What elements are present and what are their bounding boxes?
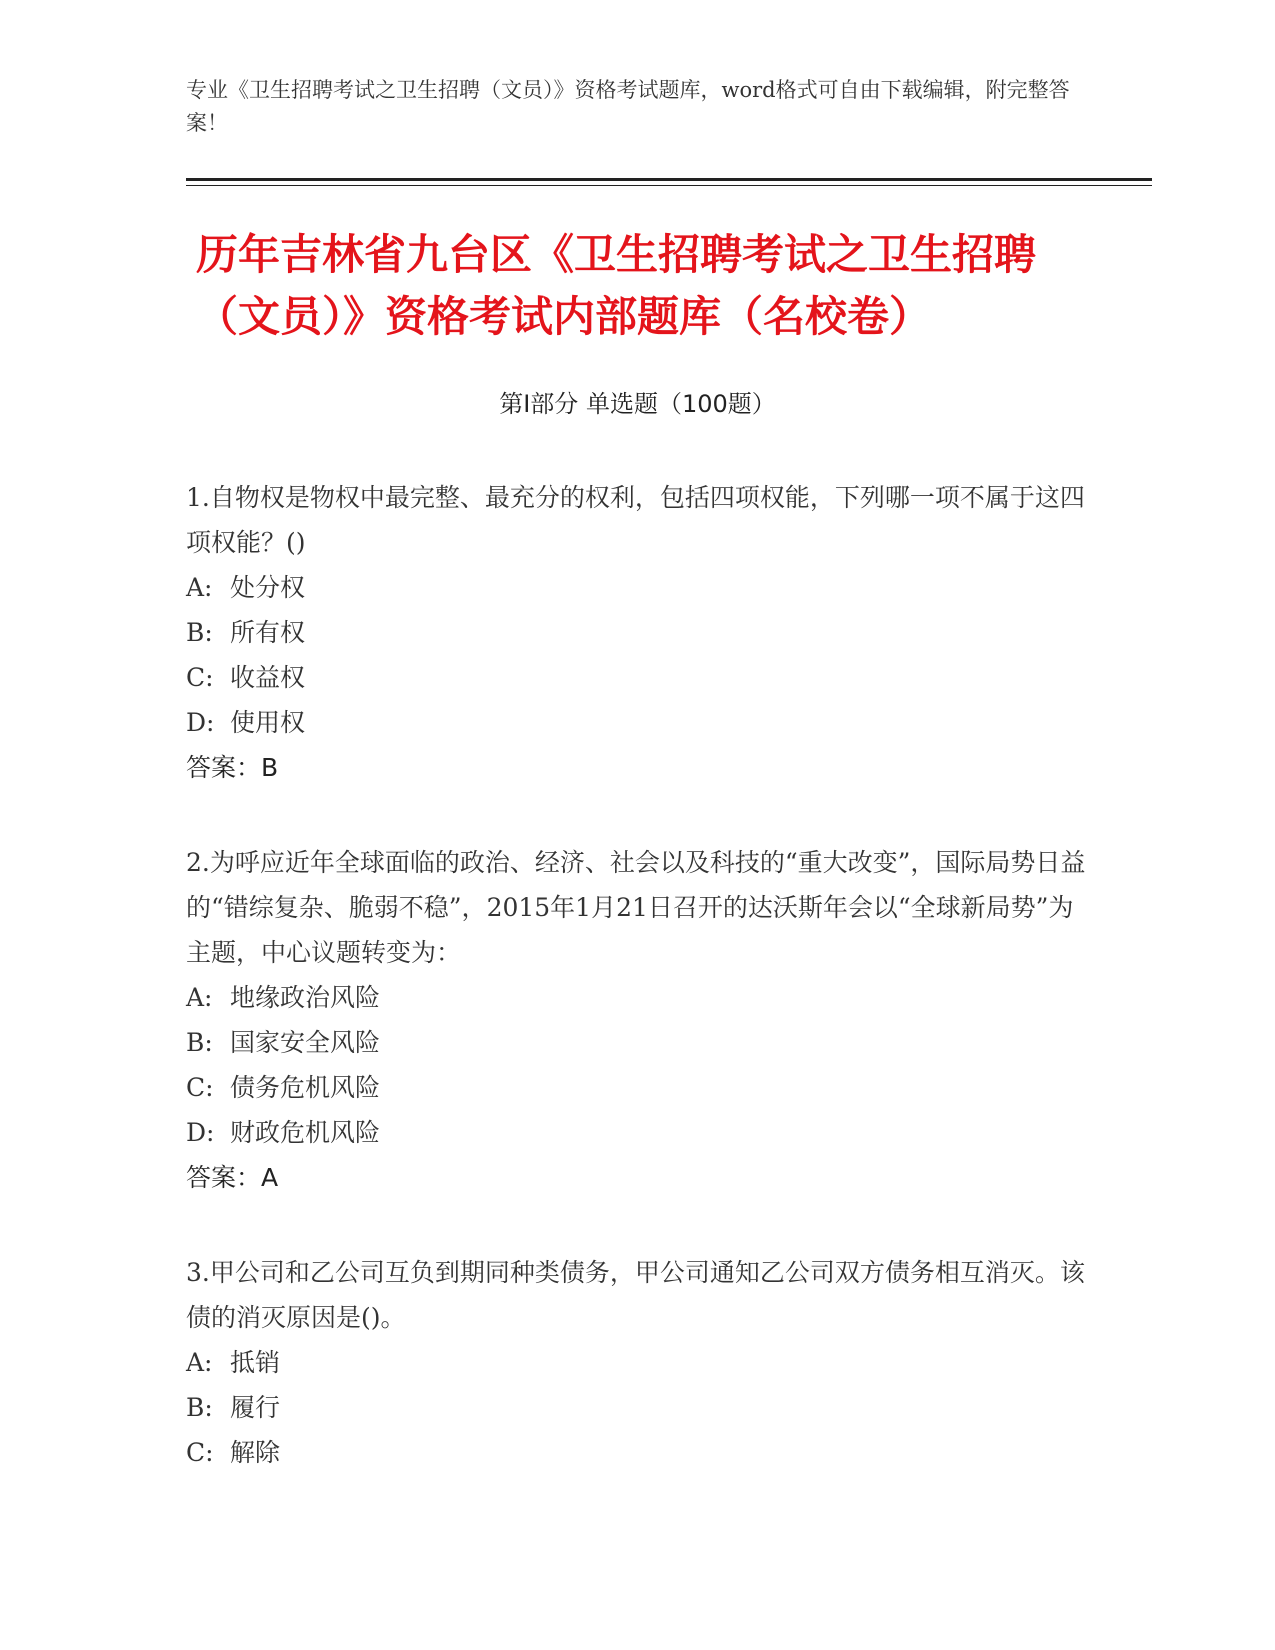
answer-line: 答案：A bbox=[186, 1163, 279, 1192]
option-a bbox=[186, 1340, 1086, 1385]
option-c bbox=[186, 1065, 1086, 1110]
question-stem: 2.为呼应近年全球面临的政治、经济、社会以及科技的“重大改变”，国际局势日益的“错综复杂、脆弱不稳”，2015年1月21日召开的达沃斯年会以“全球新局势”为主题，中心议题转变为： bbox=[186, 848, 1086, 967]
option-text: 地缘政治风险 bbox=[230, 983, 381, 1012]
option-letter: B: bbox=[186, 1393, 213, 1422]
option-text: 解除 bbox=[230, 1438, 281, 1467]
header-rule-thick bbox=[186, 178, 1152, 181]
option-letter: B: bbox=[186, 1028, 213, 1057]
option-letter: D: bbox=[186, 1118, 215, 1147]
option-letter: D: bbox=[186, 708, 215, 737]
option-a bbox=[186, 565, 1086, 610]
question-1 bbox=[186, 475, 1086, 790]
document-title: 历年吉林省九台区《卫生招聘考试之卫生招聘（文员）》资格考试内部题库（名校卷） bbox=[196, 230, 1037, 341]
option-text: 使用权 bbox=[230, 708, 306, 737]
option-letter: C: bbox=[186, 1438, 214, 1467]
option-b bbox=[186, 1020, 1086, 1065]
question-list bbox=[186, 475, 1086, 1525]
option-c bbox=[186, 655, 1086, 700]
option-b bbox=[186, 610, 1086, 655]
option-text: 国家安全风险 bbox=[230, 1028, 381, 1057]
option-letter: C: bbox=[186, 1073, 214, 1102]
option-d bbox=[186, 700, 1086, 745]
option-text: 债务危机风险 bbox=[230, 1073, 381, 1102]
option-letter: A: bbox=[186, 983, 213, 1012]
header-note: 专业《卫生招聘考试之卫生招聘（文员）》资格考试题库，word格式可自由下载编辑，附完整答案！ bbox=[186, 78, 1070, 135]
question-3 bbox=[186, 1250, 1086, 1475]
option-a bbox=[186, 975, 1086, 1020]
option-b bbox=[186, 1385, 1086, 1430]
question-2 bbox=[186, 840, 1086, 1200]
answer-line: 答案：B bbox=[186, 753, 279, 782]
option-text: 收益权 bbox=[230, 663, 306, 692]
option-letter: B: bbox=[186, 618, 213, 647]
option-c bbox=[186, 1430, 1086, 1475]
option-text: 抵销 bbox=[230, 1348, 281, 1377]
option-letter: A: bbox=[186, 1348, 213, 1377]
option-d bbox=[186, 1110, 1086, 1155]
question-stem: 1.自物权是物权中最完整、最充分的权利，包括四项权能，下列哪一项不属于这四项权能？() bbox=[186, 483, 1085, 557]
header-rule-thin bbox=[186, 185, 1152, 186]
option-text: 履行 bbox=[230, 1393, 281, 1422]
option-letter: C: bbox=[186, 663, 214, 692]
option-text: 所有权 bbox=[230, 618, 306, 647]
section-title: 第Ⅰ部分 单选题（100题） bbox=[499, 390, 776, 418]
option-text: 处分权 bbox=[230, 573, 306, 602]
question-stem: 3.甲公司和乙公司互负到期同种类债务，甲公司通知乙公司双方债务相互消灭。该债的消灭原因是()。 bbox=[186, 1258, 1085, 1332]
option-letter: A: bbox=[186, 573, 213, 602]
option-text: 财政危机风险 bbox=[230, 1118, 381, 1147]
